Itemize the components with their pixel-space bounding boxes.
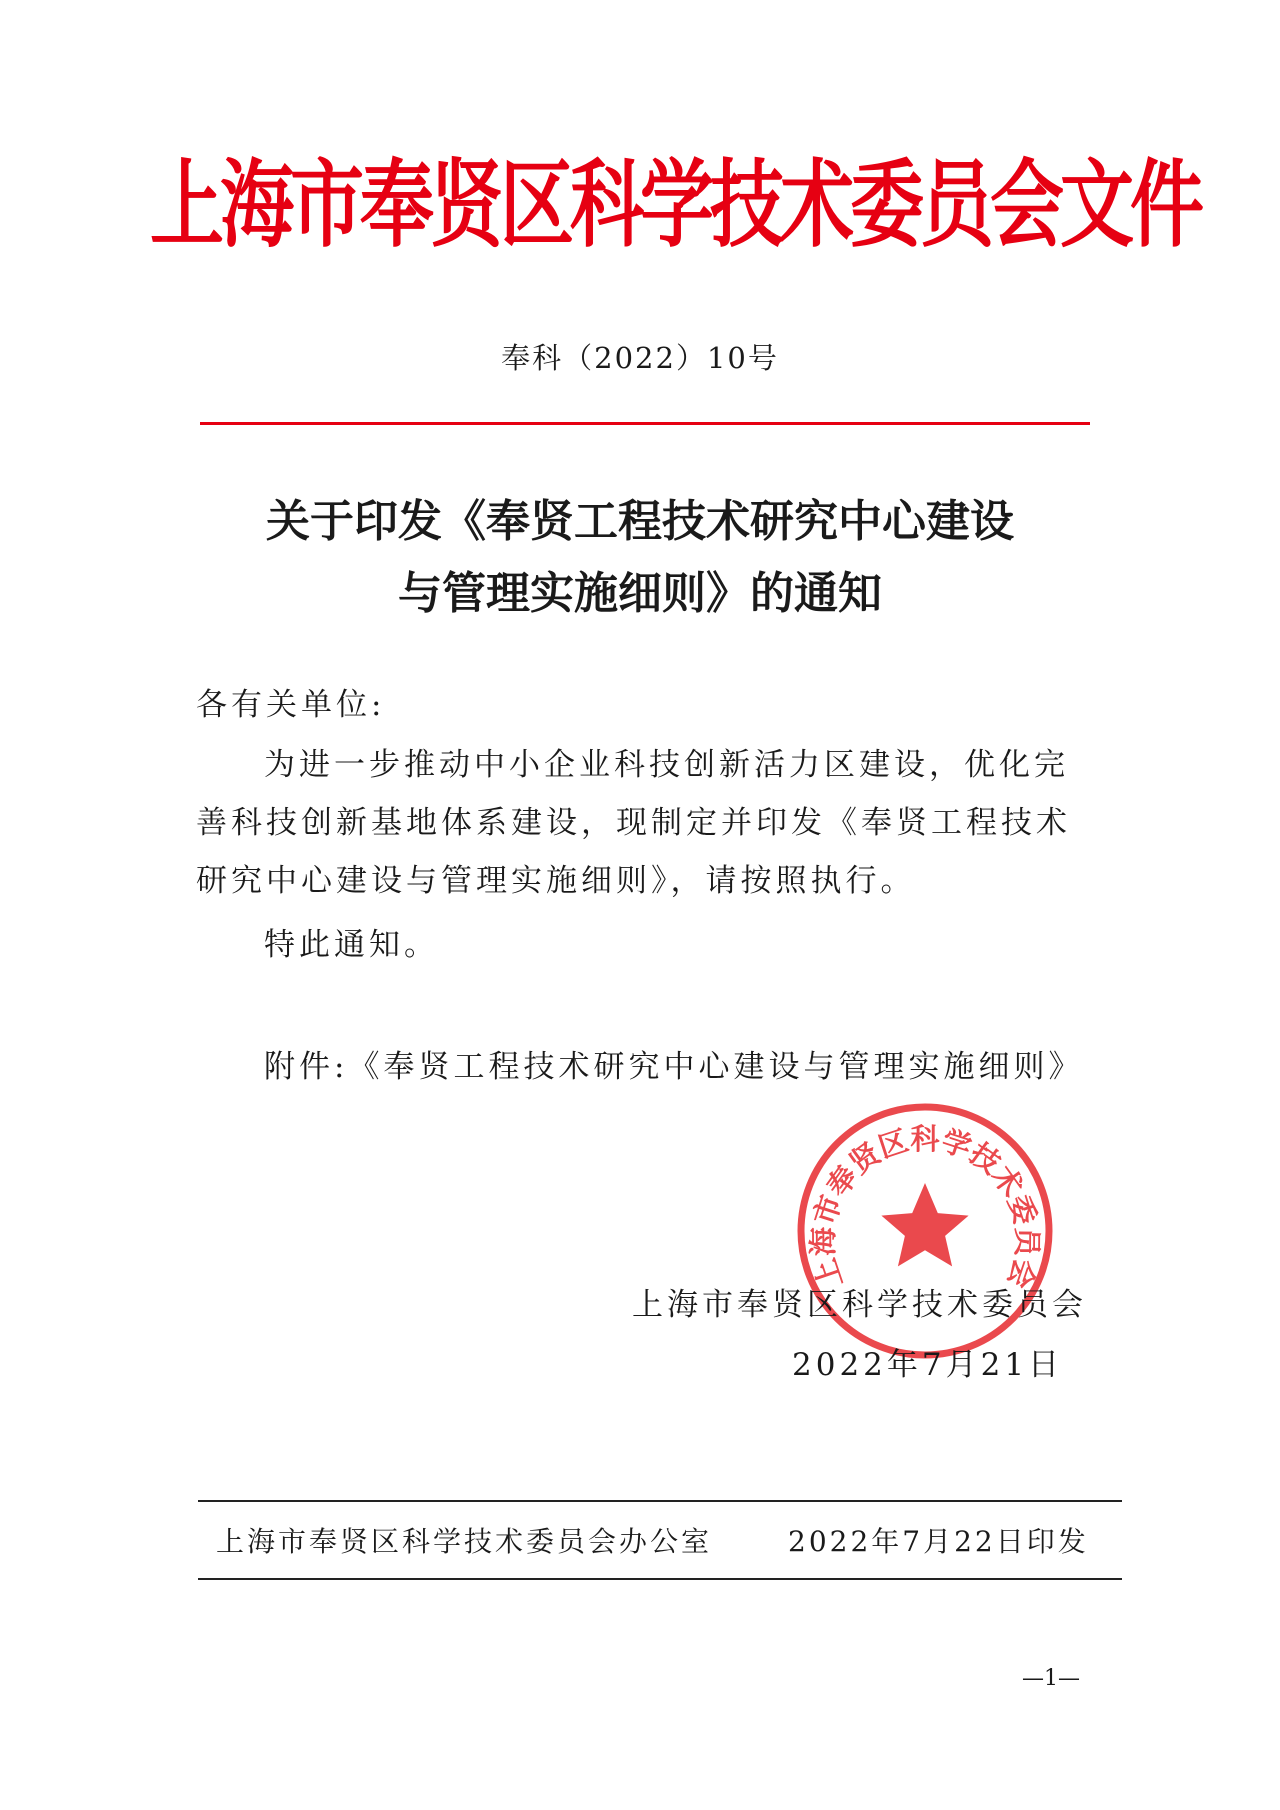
footer-print-date: 2022年7月22日印发 — [788, 1525, 1089, 1558]
attachment-line: 附件:《奉贤工程技术研究中心建设与管理实施细则》 — [264, 1049, 1084, 1085]
footer-bottom-rule — [198, 1578, 1122, 1580]
footer-top-rule — [198, 1500, 1122, 1502]
page-number: —1— — [1022, 1666, 1080, 1691]
signature-organization: 上海市奉贤区科学技术委员会 — [632, 1287, 1087, 1323]
title-line-2: 与管理实施细则》的通知 — [398, 568, 882, 619]
document-issuer-header: 上海市奉贤区科学技术委员会文件 — [150, 150, 1200, 261]
body-paragraph: 为进一步推动中小企业科技创新活力区建设，优化完善科技创新基地体系建设，现制定并印发《奉贤工程技术研究中心建设与管理实施细则》，请按照执行。 — [196, 747, 1071, 899]
document-number: 奉科（2022）10号 — [501, 341, 779, 375]
notice-title — [0, 486, 1280, 630]
seal-star-icon — [881, 1183, 968, 1266]
signature-date: 2022年7月21日 — [792, 1347, 1064, 1383]
closing-text: 特此通知。 — [264, 927, 439, 963]
footer-issuer: 上海市奉贤区科学技术委员会办公室 — [216, 1525, 713, 1558]
salutation: 各有关单位: — [196, 687, 386, 723]
red-divider — [200, 422, 1090, 425]
title-line-1: 关于印发《奉贤工程技术研究中心建设 — [266, 496, 1014, 547]
seal-text: 上海市奉贤区科学技术委员会 — [805, 1121, 1045, 1293]
